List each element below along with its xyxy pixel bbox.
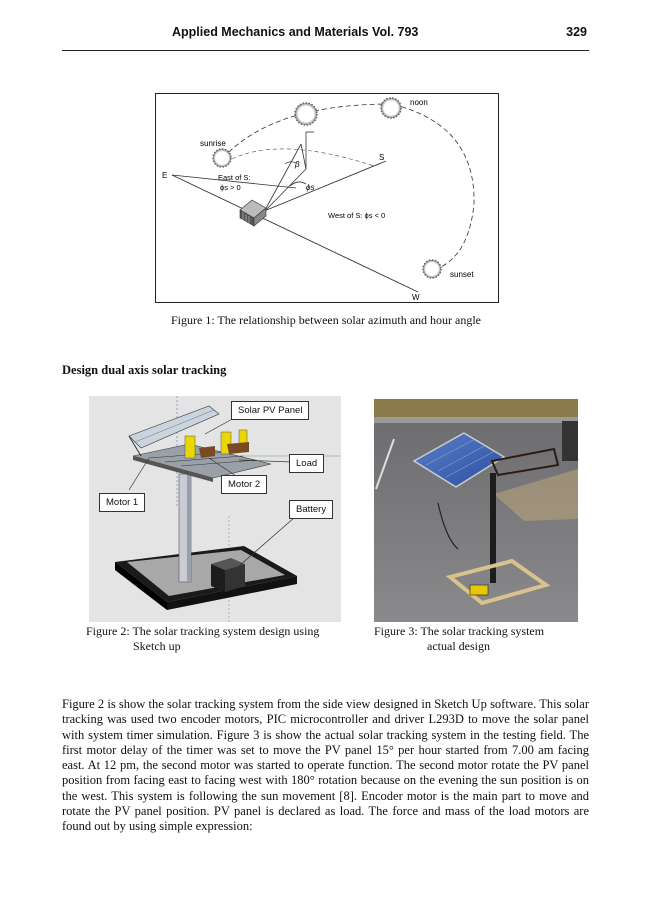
body-paragraph: Figure 2 is show the solar tracking system from the side view designed in Sketch Up software. This solar tracking was used two encoder motors, PIC microcontroller and driver L293D to move the solar panel with system timer simulation. Figure 3 is show the actual solar tracking system in the testing field. The first motor delay of the timer was set to move the PV panel 15° per hour started from 7.00 am facing east. At 12 pm, the second motor was started to operate function. The second motor rotate the PV panel position from facing east to facing west with 180° rotation because on the evening the sun position is on the west. This system is following the sun movement [8]. Encoder motor is the main part to move and rotate the PV panel position. PV panel is declared as load. The force and mass of the load motors are found out by using simple expression:: [62, 697, 589, 834]
figure-2-sketchup-render: [89, 396, 341, 622]
east-of-s-condition: ϕs > 0: [220, 183, 241, 192]
callout-battery: Battery: [289, 500, 333, 519]
noon-sun-icon: [381, 98, 401, 118]
figure-3-photo: [374, 399, 578, 622]
tracker-photo-svg: [374, 399, 578, 622]
callout-solar-pv-panel: Solar PV Panel: [231, 401, 309, 420]
yellow-load-left: [185, 436, 195, 458]
morning-sun-icon: [295, 103, 317, 125]
figure-3-caption: [374, 624, 584, 654]
callout-motor-1: Motor 1: [99, 493, 145, 512]
section-heading: Design dual axis solar tracking: [62, 363, 227, 377]
sun-ray-line: [264, 144, 301, 212]
figure-2-caption-line2: Sketch up: [133, 639, 181, 653]
figure-3-caption-line1: Figure 3: The solar tracking system: [374, 624, 545, 638]
sunset-sun-icon: [423, 260, 441, 278]
running-header: [62, 22, 589, 42]
beta-label: β: [295, 160, 300, 169]
sunrise-sun-icon: [213, 149, 231, 167]
header-rule: [62, 50, 589, 51]
battery-shape: [211, 558, 245, 592]
altitude-drop-line: [301, 144, 306, 169]
east-of-s-label: East of S:: [218, 173, 251, 182]
journal-title: Applied Mechanics and Materials Vol. 793: [172, 25, 419, 39]
east-west-line: [172, 175, 418, 292]
sunset-label: sunset: [450, 270, 474, 279]
sun-ground-projection: [264, 169, 306, 212]
figure-1-caption: Figure 1: The relationship between solar azimuth and hour angle: [170, 313, 482, 327]
west-of-s-label: West of S: ϕs < 0: [328, 211, 386, 220]
east-label: E: [162, 171, 168, 180]
motorbike-shape: [562, 421, 578, 461]
west-label: W: [412, 293, 420, 302]
inner-dashed-arc: [226, 149, 374, 166]
callout-load: Load: [289, 454, 324, 473]
south-ray: [252, 161, 386, 216]
figure-2-caption-line1: Figure 2: The solar tracking system design using: [86, 624, 320, 638]
figure-1-solar-geometry-diagram: [155, 93, 499, 303]
south-label: S: [379, 153, 385, 162]
solar-geometry-svg: [156, 94, 498, 302]
noon-label: noon: [410, 98, 428, 107]
sunrise-label: sunrise: [200, 139, 226, 148]
callout-motor-2: Motor 2: [221, 475, 267, 494]
photo-battery: [470, 585, 488, 595]
phi-s-label: ϕs: [306, 183, 315, 192]
house-icon: [240, 200, 266, 226]
sun-path-arc: [218, 104, 474, 272]
figure-2-caption: [86, 624, 346, 654]
pv-panel-shape: [129, 406, 219, 448]
figure-3-caption-line2: actual design: [427, 639, 490, 653]
page-number: 329: [566, 25, 587, 39]
